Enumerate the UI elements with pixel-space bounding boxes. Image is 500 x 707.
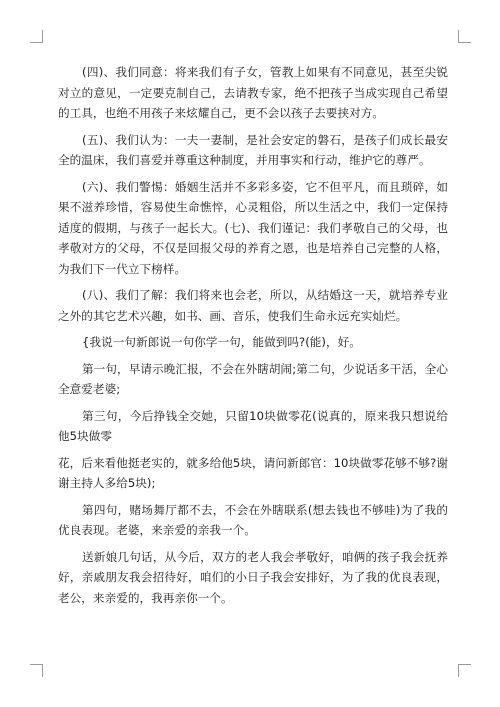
paragraph-6-7: (六)、我们警惕：婚姻生活并不多彩多姿，它不但平凡，而且琐碎，如果不滋养珍惜，容易使生命憔悴，心灵粗俗，所以生活之中，我们一定保持适度的假期，与孩子一起长大。(七)、我们谨记：我们孝敬自己的父母，也孝敬对方的父母，不仅是回报父母的养育之恩，也是培养自己完整的人格，为我们下一代立下榜样。: [58, 179, 448, 276]
paragraph-bride-words: 送新娘几句话，从今后，双方的老人我会孝敬好，咱俩的孩子我会抚养好，亲戚朋友我会招待好，咱们的小日子我会安排好，为了我的优良表现，老公，来亲爱的，我再亲你一个。: [58, 549, 448, 605]
crop-mark-bottom-right: [458, 664, 471, 677]
crop-mark-top-right: [458, 30, 471, 43]
paragraph-oath-1-2: 第一句，早请示晚汇报，不会在外瞎胡闹;第二句，少说话多干活，全心全意爱老婆;: [58, 361, 448, 396]
paragraph-8: (八)、我们了解：我们将来也会老，所以，从结婚这一天，就培养专业之外的其它艺术兴趣，如书、画、音乐，使我们生命永远充实灿烂。: [58, 288, 448, 323]
document-body: [58, 62, 448, 614]
paragraph-oath-3: 第三句，今后挣钱全交她，只留10块做零花(说真的，原来我只想说给他5块做零: [58, 408, 448, 443]
paragraph-oath-3-cont: 花，后来看他挺老实的，就多给他5块，请问新郎官：10块做零花够不够?谢谢主持人多给5块);: [58, 455, 448, 490]
paragraph-oath-intro: {我说一句新郎说一句你学一句，能做到吗?(能)，好。: [82, 335, 361, 349]
crop-mark-top-left: [30, 30, 43, 43]
crop-mark-bottom-left: [30, 664, 43, 677]
paragraph-oath-4: 第四句，赌场舞厅都不去，不会在外瞎联系(想去钱也不够哇)为了我的优良表现。老婆，来亲爱的亲我一个。: [58, 502, 448, 537]
paragraph-5: (五)、我们认为：一夫一妻制，是社会安定的磐石，是孩子们成长最安全的温床，我们喜爱并尊重这种制度，并用事实和行动，维护它的尊严。: [58, 132, 448, 167]
paragraph-4: (四)、我们同意：将来我们有子女，管教上如果有不同意见，甚至尖锐对立的意见，一定要克制自己，去请教专家，绝不把孩子当成实现自己希望的工具，也绝不用孩子来炫耀自己，更不会以孩子去要挟对方。: [58, 65, 448, 120]
